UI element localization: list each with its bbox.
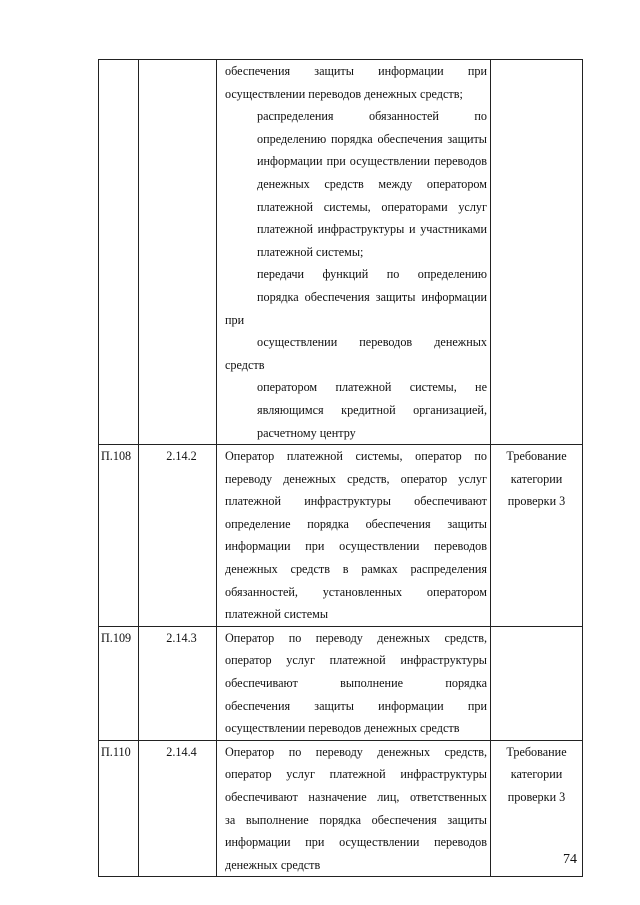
text-line: информации при осуществлении переводов (225, 835, 487, 850)
text-line: определение порядка обеспечения защиты (225, 516, 487, 531)
note-line: проверки 3 (507, 494, 566, 509)
requirement-text-cell (217, 60, 491, 445)
category-note-cell (491, 60, 583, 445)
text-line: платежной инфраструктуры обеспечивают (225, 494, 487, 509)
text-line: оператор услуг платежной инфраструктуры (225, 767, 487, 782)
text-line: порядка обеспечения защиты информации при (225, 289, 487, 327)
category-note-cell (491, 445, 583, 627)
requirements-table (98, 59, 583, 877)
row-number-cell: П.110 (99, 740, 139, 877)
table-row (99, 60, 583, 445)
clause-number-cell: 2.14.4 (139, 740, 217, 877)
text-line: платежной системы; (257, 244, 364, 259)
text-line: оператор услуг платежной инфраструктуры (225, 653, 487, 668)
text-line: денежных средств в рамках распределения (225, 562, 487, 577)
page-number: 74 (563, 852, 577, 867)
text-line: распределения обязанностей по (257, 109, 487, 124)
text-line: Оператор платежной системы, оператор по (225, 449, 487, 464)
clause-number-cell (139, 60, 217, 445)
requirement-paragraph (225, 105, 487, 263)
requirement-text-cell (217, 740, 491, 877)
requirement-paragraph (225, 445, 487, 626)
text-line: платежной системы (225, 607, 329, 622)
note-line: Требование (506, 449, 567, 464)
text-line: переводу денежных средств, оператор услуг (225, 471, 487, 486)
text-line: Оператор по переводу денежных средств, (225, 630, 487, 645)
requirement-paragraph (225, 627, 487, 740)
text-line: осуществлении переводов денежных средств; (225, 86, 463, 101)
requirement-paragraph (225, 60, 487, 105)
requirement-paragraph (225, 741, 487, 877)
table-row (99, 445, 583, 627)
text-line: являющимся кредитной организацией, (257, 402, 487, 417)
category-note-cell (491, 626, 583, 740)
text-line: передачи функций по определению (257, 267, 487, 282)
note-line: категории (510, 767, 563, 782)
requirement-text-cell (217, 626, 491, 740)
clause-number-cell: 2.14.2 (139, 445, 217, 627)
note-line: Требование (506, 744, 567, 759)
text-line: обеспечивают выполнение порядка (225, 676, 487, 691)
text-line: денежных средств между оператором (257, 176, 487, 191)
text-line: платежной системы, операторами услуг (257, 199, 487, 214)
table-row (99, 626, 583, 740)
text-line: информации при осуществлении переводов (225, 539, 487, 554)
note-line: проверки 3 (507, 790, 566, 804)
clause-number-cell: 2.14.3 (139, 626, 217, 740)
note-line: категории (510, 471, 563, 486)
text-line: информации при осуществлении переводов (257, 154, 487, 169)
table-body (99, 60, 583, 877)
text-line: обеспечивают назначение лиц, ответственных (225, 790, 487, 804)
table-row (99, 740, 583, 877)
text-line: определению порядка обеспечения защиты (257, 131, 487, 146)
text-line: расчетному центру (257, 425, 356, 440)
requirement-text-cell (217, 445, 491, 627)
text-line: платежной инфраструктуры и участниками (257, 222, 487, 237)
text-line: Оператор по переводу денежных средств, (225, 744, 487, 759)
row-number-cell (99, 60, 139, 445)
text-line: обеспечения защиты информации при (225, 698, 487, 713)
text-line: оператором платежной системы, не (257, 380, 487, 395)
row-number-cell: П.108 (99, 445, 139, 627)
text-line: обеспечения защиты информации при (225, 64, 487, 78)
text-line: денежных средств (225, 857, 321, 872)
text-line: за выполнение порядка обеспечения защиты (225, 812, 487, 827)
row-number-cell: П.109 (99, 626, 139, 740)
text-line: обязанностей, установленных оператором (225, 584, 487, 599)
text-line: осуществлении переводов денежных средств (225, 335, 487, 372)
requirement-paragraph (225, 263, 487, 444)
text-line: осуществлении переводов денежных средств (225, 721, 460, 736)
